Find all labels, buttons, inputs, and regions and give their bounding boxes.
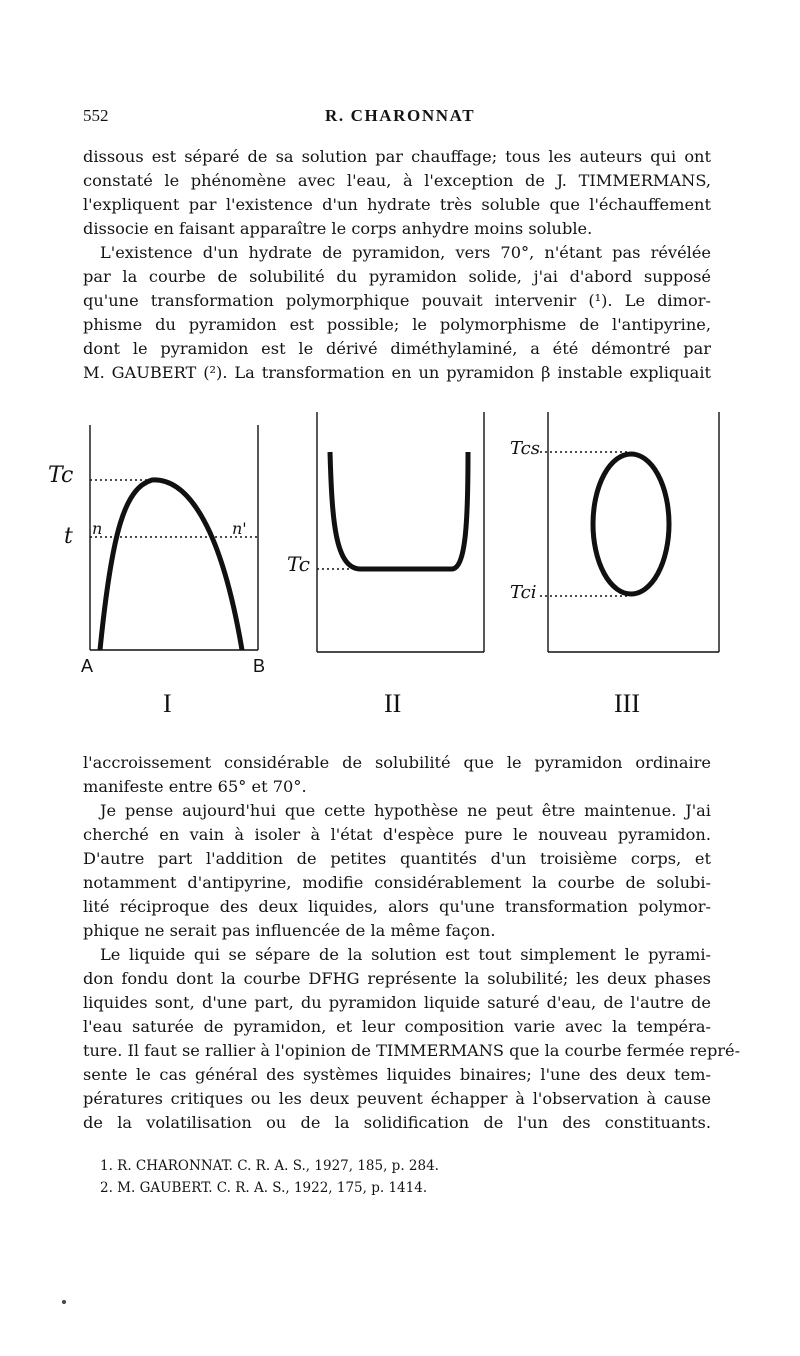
text-line: M. GAUBERT (²). La transformation en un pyramidon β instable expliquait bbox=[83, 363, 711, 382]
text-line: D'autre part l'addition de petites quantités d'un troisième corps, et bbox=[83, 849, 711, 868]
text-line: constaté le phénomène avec l'eau, à l'exception de J. TIMMERMANS, bbox=[83, 171, 711, 190]
text-line: manifeste entre 65° et 70°. bbox=[83, 777, 307, 796]
diagram-3 bbox=[540, 412, 719, 652]
text-line: lité réciproque des deux liquides, alors qu'une transformation polymor- bbox=[83, 897, 711, 916]
label-tcs: Tcs bbox=[510, 438, 540, 459]
numeral-3: III bbox=[614, 689, 640, 718]
numeral-2: II bbox=[384, 689, 402, 718]
diagram-2 bbox=[317, 412, 484, 652]
label-a: A bbox=[81, 656, 94, 676]
label-tc-2: Tc bbox=[287, 552, 310, 576]
text-line: Le liquide qui se sépare de la solution est tout simplement le pyrami- bbox=[100, 945, 711, 964]
text-line: de la volatilisation ou de la solidification de l'un des constituants. bbox=[83, 1113, 711, 1132]
text-line: L'existence d'un hydrate de pyramidon, vers 70°, n'étant pas révélée bbox=[100, 243, 711, 262]
label-n: n bbox=[92, 519, 103, 538]
text-line: sente le cas général des systèmes liquides binaires; l'une des deux tem- bbox=[83, 1065, 711, 1084]
text-line: notamment d'antipyrine, modifie considérablement la courbe de solubi- bbox=[83, 873, 711, 892]
text-line: par la courbe de solubilité du pyramidon solide, j'ai d'abord supposé bbox=[83, 267, 711, 286]
text-line: dont le pyramidon est le dérivé diméthylaminé, a été démontré par bbox=[83, 339, 711, 358]
text-line: l'expliquent par l'existence d'un hydrate très soluble que l'échauffement bbox=[83, 195, 711, 214]
text-line: dissocie en faisant apparaître le corps anhydre moins soluble. bbox=[83, 219, 593, 238]
label-t: t bbox=[64, 524, 73, 549]
running-head: R. CHARONNAT bbox=[325, 106, 476, 125]
page-number: 552 bbox=[83, 106, 109, 125]
text-line: dissous est séparé de sa solution par chauffage; tous les auteurs qui ont bbox=[83, 147, 711, 166]
text-line: cherché en vain à isoler à l'état d'espèce pure le nouveau pyramidon. bbox=[83, 825, 711, 844]
label-tci: Tci bbox=[510, 582, 537, 603]
stray-mark bbox=[62, 1300, 66, 1304]
text-line: l'accroissement considérable de solubilité que le pyramidon ordinaire bbox=[83, 753, 711, 772]
footnote-2: 2. M. GAUBERT. C. R. A. S., 1922, 175, p. 1414. bbox=[100, 1180, 428, 1196]
numeral-1: I bbox=[163, 689, 172, 718]
label-tc-1: Tc bbox=[48, 463, 74, 488]
text-line: qu'une transformation polymorphique pouvait intervenir (¹). Le dimor- bbox=[83, 291, 711, 310]
text-line: liquides sont, d'une part, du pyramidon liquide saturé d'eau, de l'autre de bbox=[83, 993, 711, 1012]
text-line: don fondu dont la courbe DFHG représente la solubilité; les deux phases bbox=[83, 969, 711, 988]
text-line: phisme du pyramidon est possible; le polymorphisme de l'antipyrine, bbox=[83, 315, 711, 334]
footnote-1: 1. R. CHARONNAT. C. R. A. S., 1927, 185, p. 284. bbox=[100, 1158, 439, 1174]
text-line: l'eau saturée de pyramidon, et leur composition varie avec la tempéra- bbox=[83, 1017, 711, 1036]
text-line: ture. Il faut se rallier à l'opinion de TIMMERMANS que la courbe fermée repré- bbox=[83, 1041, 741, 1060]
text-line: phique ne serait pas influencée de la même façon. bbox=[83, 921, 496, 940]
label-b: B bbox=[253, 656, 266, 676]
label-n-prime: n' bbox=[232, 519, 247, 538]
text-line: Je pense aujourd'hui que cette hypothèse ne peut être maintenue. J'ai bbox=[100, 801, 711, 820]
text-line: pératures critiques ou les deux peuvent échapper à l'observation à cause bbox=[83, 1089, 711, 1108]
